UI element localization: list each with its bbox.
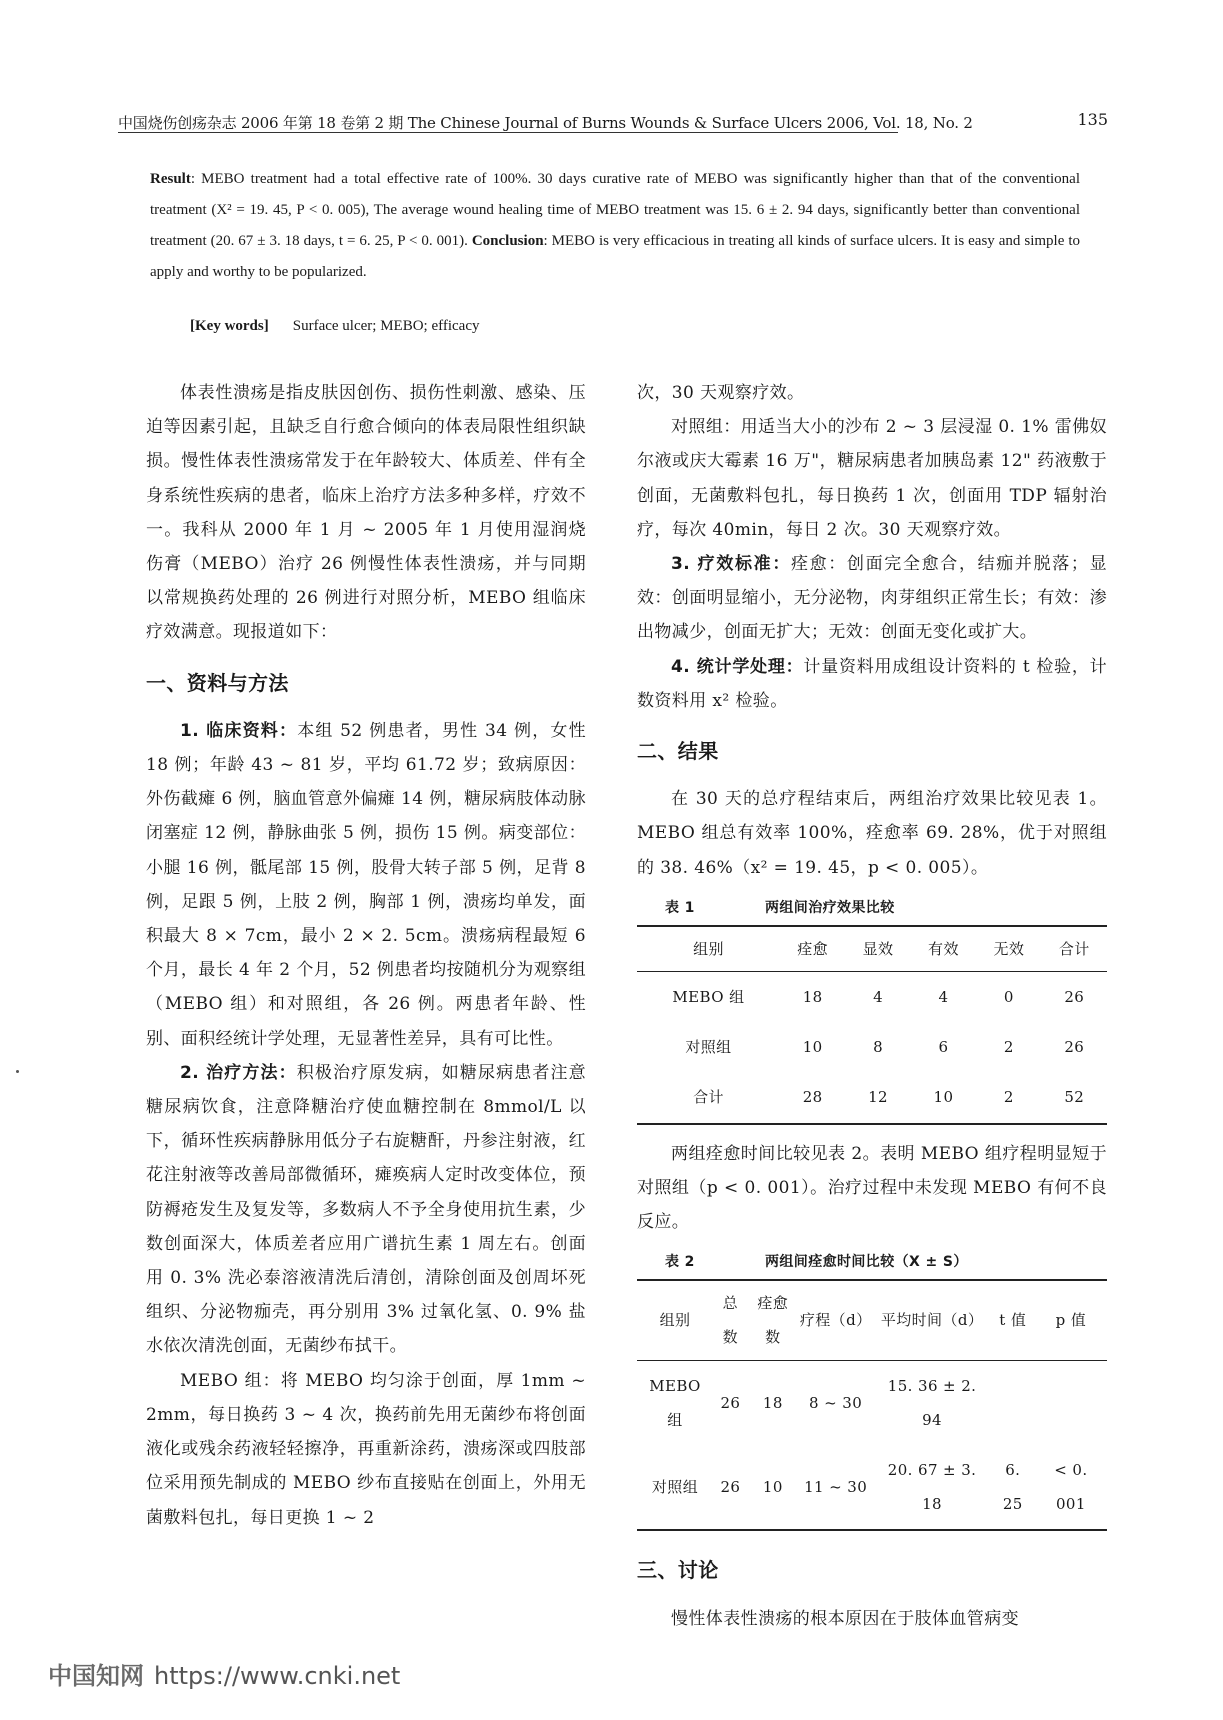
- table-cell: 对照组: [637, 1445, 713, 1530]
- treatment-text: 积极治疗原发病，如糖尿病患者注意糖尿病饮食，注意降糖治疗使血糖控制在 8mmol/L 以下，循环性疾病静脉用低分子右旋糖酐，丹参注射液，红花注射液等改善局部微循环，瘫痪病人定时改变体位，预防褥疮发生及复发等，多数病人不予全身使用抗生素，少数创面深大，体质差者应用广谱抗生素 1 周左右。创面用 0. 3% 洗必泰溶液清洗后清创，清除创面及创周坏死组织、分泌物痂壳，再分别用 3% 过氧化氢、0. 9% 盐水依次清洗创面，无菌纱布拭干。: [146, 1062, 586, 1357]
- table2-header: 痊愈数: [748, 1280, 798, 1360]
- table1-number: 表 1: [665, 899, 695, 916]
- table-cell: 20. 67 ± 3. 18: [873, 1445, 990, 1530]
- cnki-logo-text: 中国知网: [48, 1662, 144, 1690]
- table-cell: 2: [976, 1072, 1041, 1123]
- table-cell: 18: [762, 1393, 783, 1412]
- table-cell: 4: [873, 988, 884, 1007]
- conclusion-text: : MEBO is very efficacious in treating all kinds of surface ulcers. It is easy and simple to apply and worthy to be popularized.: [150, 233, 1080, 280]
- treatment-label: 2. 治疗方法：: [180, 1062, 297, 1083]
- discussion-paragraph: 慢性体表性溃疡的根本原因在于肢体血管病变: [671, 1608, 1019, 1629]
- table1-header: 组别: [637, 926, 780, 972]
- table-cell: < 0. 001: [1035, 1445, 1107, 1530]
- table-cell: 10: [802, 1038, 823, 1057]
- efficacy-criteria-paragraph: [637, 547, 1107, 650]
- table-row: [637, 1072, 1107, 1123]
- table-cell: [991, 1360, 1035, 1445]
- table2-header: 组别: [637, 1280, 713, 1360]
- table-cell: 4: [938, 988, 949, 1007]
- table2-header: p 值: [1035, 1280, 1107, 1360]
- left-column: [146, 376, 586, 1535]
- table-cell: 28: [780, 1072, 845, 1123]
- table2-header: 疗程（d）: [798, 1280, 874, 1360]
- table2-header: 总数: [713, 1280, 748, 1360]
- table-cell: MEBO 组: [672, 988, 745, 1007]
- table-row: [637, 972, 1107, 1023]
- cnki-watermark[interactable]: [48, 1656, 400, 1691]
- table-cell: 15. 36 ± 2. 94: [887, 1376, 977, 1429]
- table-row: [637, 1022, 1107, 1072]
- efficacy-criteria-text: 痊愈：创面完全愈合，结痂并脱落；显效：创面明显缩小，无分泌物，肉芽组织正常生长；有效：渗出物减少，创面无扩大；无效：创面无变化或扩大。: [637, 554, 1107, 643]
- keywords-text: Surface ulcer; MEBO; efficacy: [292, 318, 480, 334]
- table-cell: 26: [1064, 988, 1085, 1007]
- page-number: 135: [1077, 110, 1108, 129]
- table1-caption: [637, 895, 1107, 921]
- statistics-text: 计量资料用成组设计资料的 t 检验，计数资料用 x² 检验。: [637, 656, 1107, 711]
- table-cell: 18: [802, 988, 823, 1007]
- table-cell: 26: [720, 1393, 741, 1412]
- table-cell: 26: [1064, 1038, 1085, 1057]
- table2-healing-time: [637, 1279, 1107, 1531]
- intro-paragraph: 体表性溃疡是指皮肤因创伤、损伤性刺激、感染、压迫等因素引起，且缺乏自行愈合倾向的体表局限性组织缺损。慢性体表性溃疡常发于在年龄较大、体质差、伴有全身系统性疾病的患者，临床上治疗方法多种多样，疗效不一。我科从 2000 年 1 月 ~ 2005 年 1 月使用湿润烧伤膏（MEBO）治疗 26 例慢性体表性溃疡，并与同期以常规换药处理的 26 例进行对照分析，MEBO 组临床疗效满意。现报道如下：: [146, 383, 586, 643]
- table-cell: 0: [1003, 988, 1014, 1007]
- table-cell: 10: [748, 1445, 798, 1530]
- table2-caption: [637, 1249, 1107, 1275]
- clinical-data-label: 1. 临床资料：: [180, 720, 298, 741]
- table1-header: 合计: [1042, 926, 1107, 972]
- conclusion-label: Conclusion: [471, 233, 544, 249]
- control-group-paragraph: 对照组：用适当大小的沙布 2 ~ 3 层浸湿 0. 1% 雷佛奴尔液或庆大霉素 16 万"，糖尿病患者加胰岛素 12" 药液敷于创面，无菌敷料包扎，每日换药 1 次，创面用 TDP 辐射治疗，每次 40min，每日 2 次。30 天观察疗效。: [637, 417, 1107, 540]
- cnki-url[interactable]: https://www.cnki.net: [154, 1662, 401, 1690]
- table-cell: 6. 25: [991, 1445, 1035, 1530]
- table2-intro-paragraph: 两组痊愈时间比较见表 2。表明 MEBO 组疗程明显短于对照组（p < 0. 001）。治疗过程中未发现 MEBO 有何不良反应。: [637, 1143, 1107, 1233]
- table-cell: 11 ~ 30: [798, 1445, 874, 1530]
- table-cell: 12: [845, 1072, 910, 1123]
- table-cell: 合计: [637, 1072, 780, 1123]
- table-cell: 10: [911, 1072, 976, 1123]
- table2-header-row: [637, 1280, 1107, 1360]
- continued-text: 次，30 天观察疗效。: [637, 383, 805, 403]
- treatment-paragraph: [146, 1056, 586, 1364]
- header-rule: [118, 132, 898, 133]
- table-cell: 对照组: [685, 1038, 732, 1057]
- table1-header: 无效: [976, 926, 1041, 972]
- table2-number: 表 2: [665, 1254, 695, 1271]
- results-paragraph: 在 30 天的总疗程结束后，两组治疗效果比较见表 1。MEBO 组总有效率 100%，痊愈率 69. 28%，优于对照组的 38. 46%（x² = 19. 45，p < 0. 005）。: [637, 789, 1107, 878]
- table-row: [637, 1360, 1107, 1445]
- journal-citation: 中国烧伤创疡杂志 2006 年第 18 卷第 2 期 The Chinese Journal of Burns Wounds & Surface Ulcers 2006, Vol. 18, No. 2: [118, 114, 973, 132]
- table1-treatment-effect: [637, 925, 1107, 1125]
- table-cell: 26: [713, 1445, 748, 1530]
- keywords-line: [190, 318, 479, 335]
- right-column: [637, 376, 1107, 1636]
- result-text: : MEBO treatment had a total effective rate of 100%. 30 days curative rate of MEBO was significantly higher than that of the conventional treatment (X² = 19. 45, P < 0. 005), The average wound healing time of MEBO treatment was 15. 6 ± 2. 94 days, significantly better than conventional treatment (20. 67 ± 3. 18 days, t = 6. 25, P < 0. 001).: [150, 171, 1080, 249]
- table1-title: 两组间治疗效果比较: [765, 899, 895, 916]
- statistics-paragraph: [637, 650, 1107, 718]
- table-row: [637, 1445, 1107, 1530]
- table2-title: 两组间痊愈时间比较（X ± S）: [765, 1254, 968, 1271]
- table-cell: 8 ~ 30: [809, 1393, 863, 1412]
- section-heading-results: 二、结果: [637, 739, 719, 764]
- english-abstract: [150, 164, 1080, 288]
- table1-header: 有效: [911, 926, 976, 972]
- mebo-group-paragraph: MEBO 组：将 MEBO 均匀涂于创面，厚 1mm ~ 2mm，每日换药 3 ~ 4 次，换药前先用无菌纱布将创面液化或残余药液轻轻擦净，再重新涂药，溃疡深或四肢部位采用预先制成的 MEBO 纱布直接贴在创面上，外用无菌敷料包扎，每日更换 1 ~ 2: [146, 1370, 586, 1528]
- table-cell: 2: [1003, 1038, 1014, 1057]
- table2-header: 平均时间（d）: [873, 1280, 990, 1360]
- table-cell: MEBO 组: [649, 1376, 701, 1429]
- clinical-data-text: 本组 52 例患者，男性 34 例，女性 18 例；年龄 43 ~ 81 岁，平均 61.72 岁；致病原因：外伤截瘫 6 例，脑血管意外偏瘫 14 例，糖尿病肢体动脉闭塞症 12 例，静脉曲张 5 例，损伤 15 例。病变部位：小腿 16 例，骶尾部 15 例，股骨大转子部 5 例，足背 8 例，足跟 5 例，上肢 2 例，胸部 1 例，溃疡均单发，面积最大 8 × 7cm，最小 2 × 2. 5cm。溃疡病程最短 6 个月，最长 4 年 2 个月，52 例患者均按随机分为观察组（MEBO 组）和对照组，各 26 例。两患者年龄、性别、面积经统计学处理，无显著性差异，具有可比性。: [146, 720, 586, 1049]
- table-cell: [1035, 1360, 1107, 1445]
- result-label: Result: [150, 171, 191, 187]
- efficacy-criteria-label: 3. 疗效标准：: [671, 554, 791, 575]
- table-cell: 8: [873, 1038, 884, 1057]
- table2-header: t 值: [991, 1280, 1035, 1360]
- table-cell: 52: [1042, 1072, 1107, 1123]
- table1-header-row: [637, 926, 1107, 972]
- statistics-label: 4. 统计学处理：: [671, 656, 804, 677]
- section-heading-methods: 一、资料与方法: [146, 670, 289, 695]
- scan-speck: [16, 1070, 19, 1073]
- keywords-label: [Key words]: [190, 318, 269, 334]
- table-cell: 6: [938, 1038, 949, 1057]
- table1-header: 痊愈: [780, 926, 845, 972]
- section-heading-discussion: 三、讨论: [637, 1558, 719, 1583]
- clinical-data-paragraph: [146, 714, 586, 1056]
- table1-header: 显效: [845, 926, 910, 972]
